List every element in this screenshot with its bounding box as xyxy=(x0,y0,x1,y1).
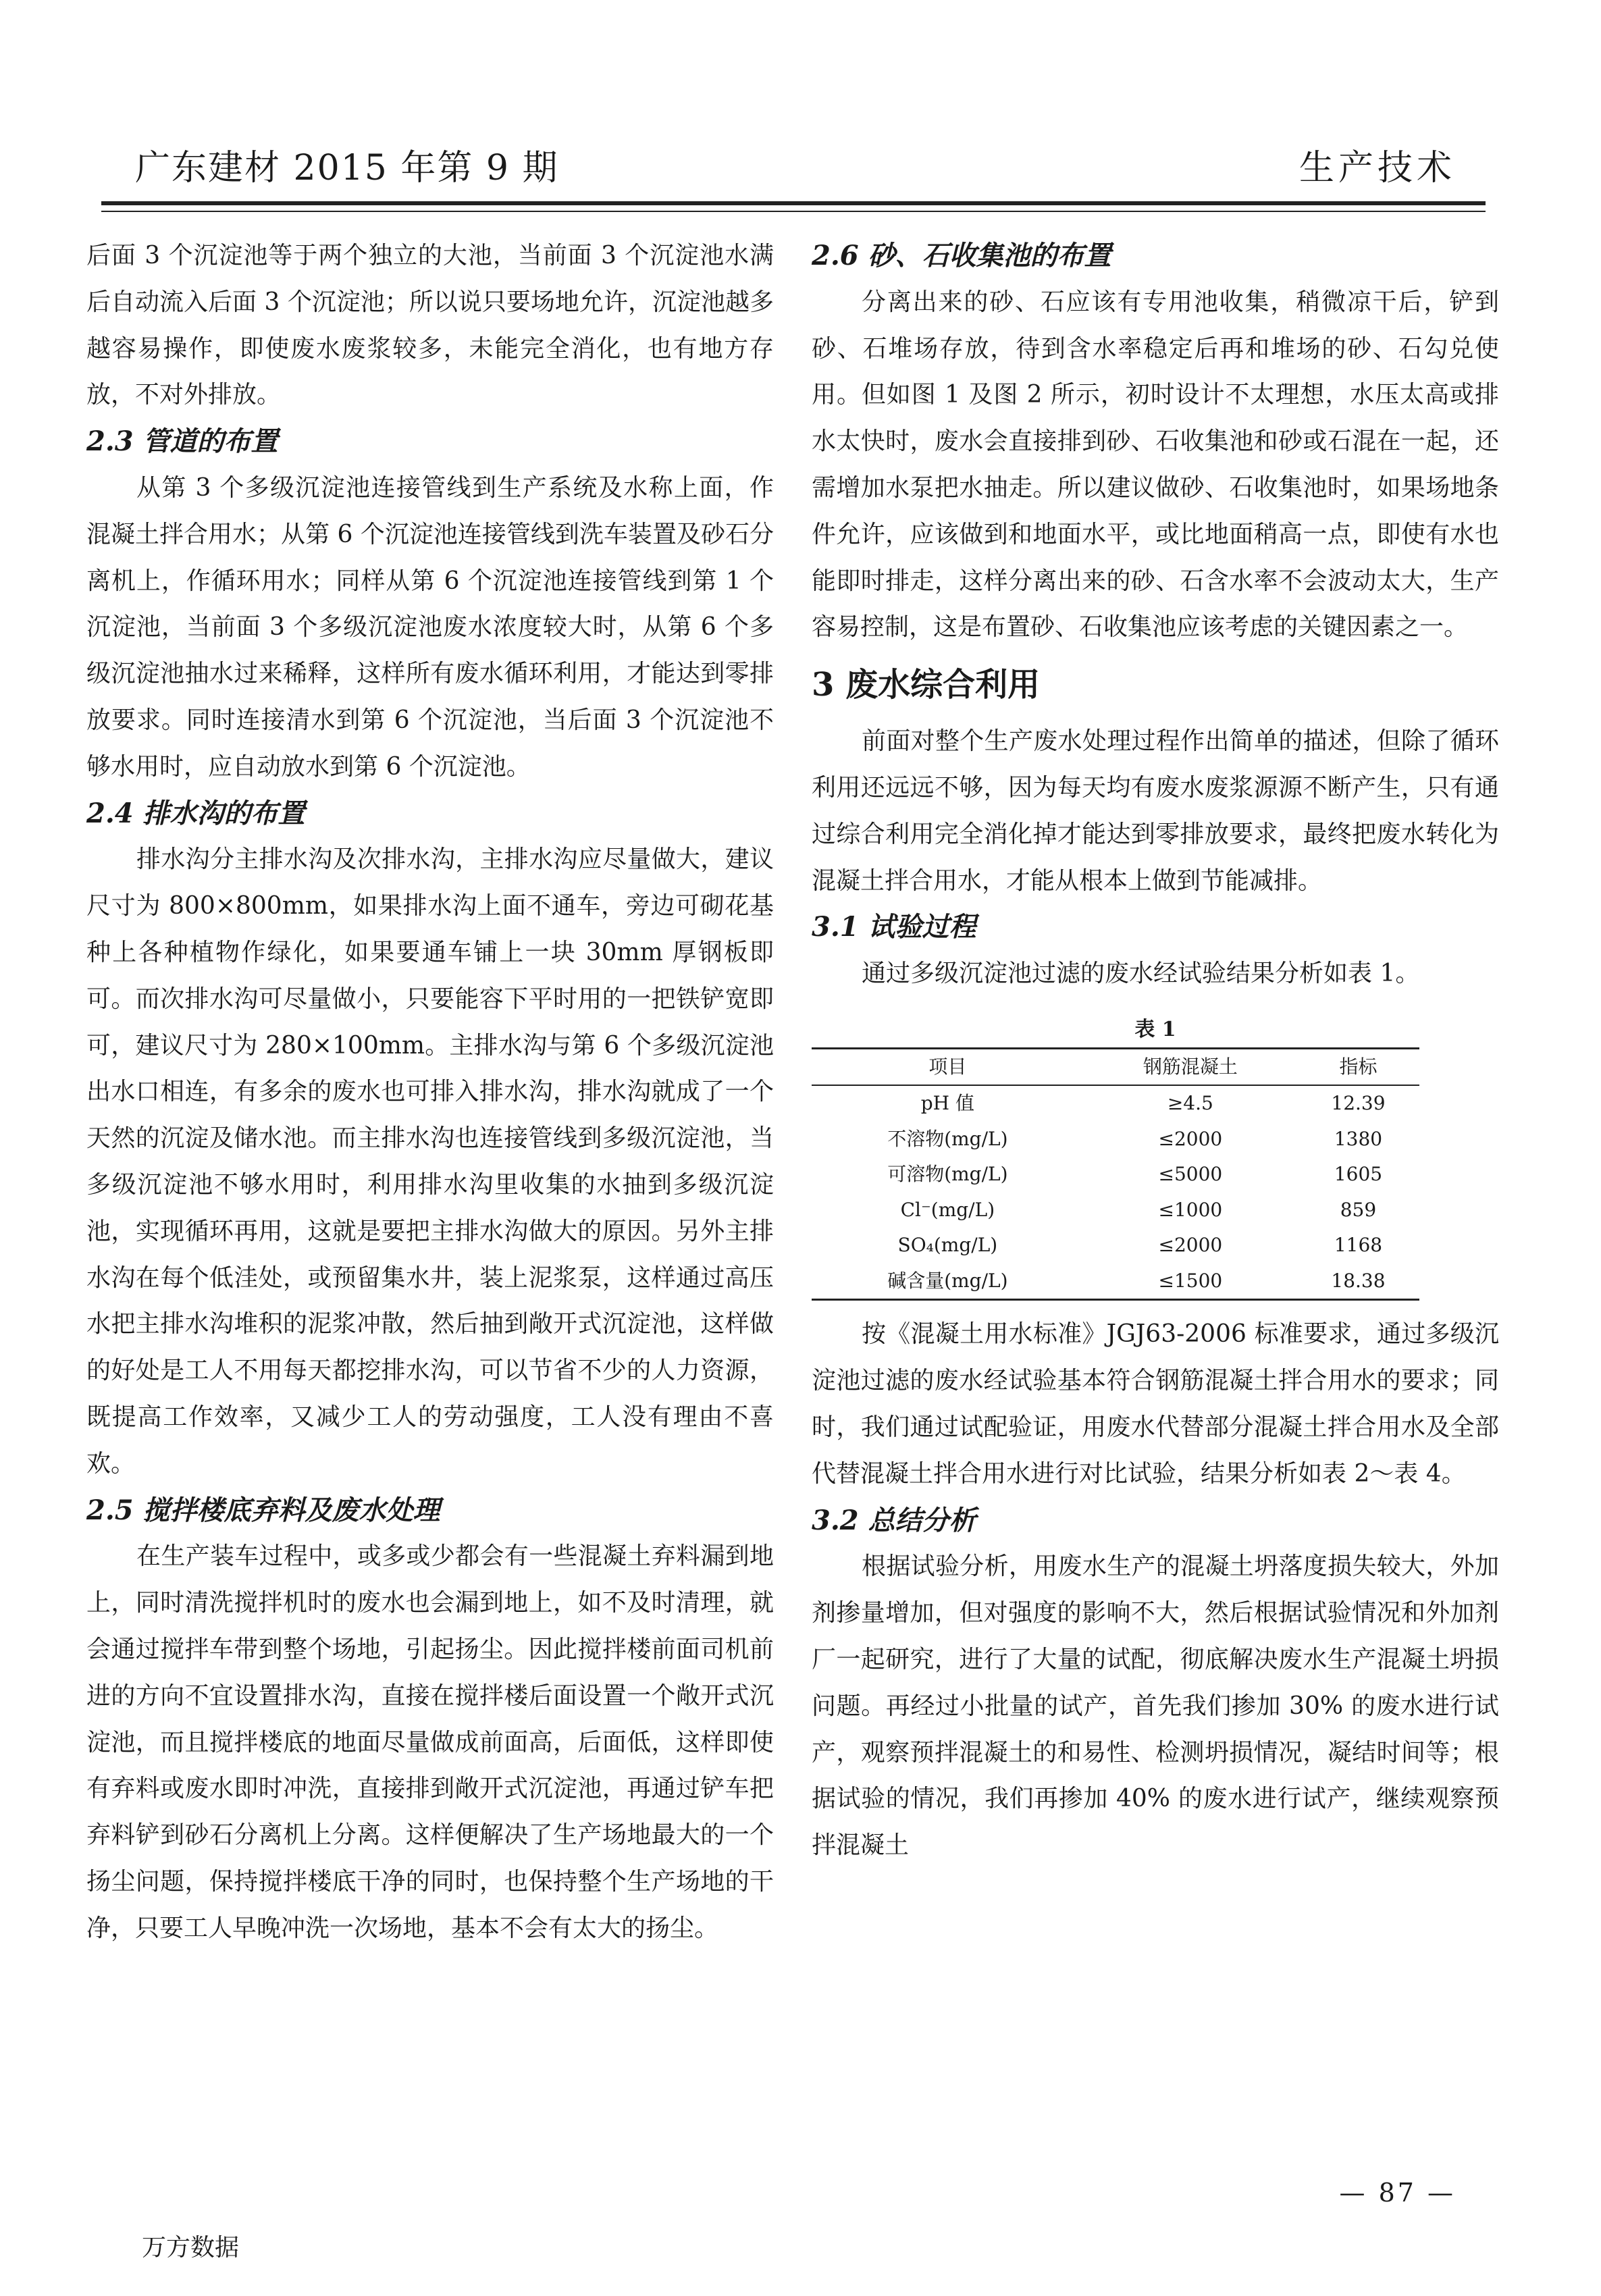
table-cell: 1168 xyxy=(1334,1234,1383,1257)
table-header: 项目 xyxy=(812,1048,1084,1085)
table-cell: 12.39 xyxy=(1331,1092,1386,1115)
paragraph: 排水沟分主排水沟及次排水沟，主排水沟应尽量做大，建议尺寸为 800×800mm，如果排水沟上面不通车，旁边可砌花基种上各种植物作绿化，如果要通车铺上一块 30mm 厚钢板即可。而次排水沟可尽量做小，只要能容下平时用的一把铁铲宽即可，建议尺寸为 280×100mm。主排水沟与第 6 个多级沉淀池出水口相连，有多余的废水也可排入排水沟，排水沟就成了一个天然的沉淀及储水池。而主排水沟也连接管线到多级沉淀池，当多级沉淀池不够水用时，利用排水沟里收集的水抽到多级沉淀池，实现循环再用，这就是要把主排水沟做大的原因。另外主排水沟在每个低洼处，或预留集水井，装上泥浆泵，这样通过高压水把主排水沟堆积的泥浆冲散，然后抽到敞开式沉淀池，这样做的好处是工人不用每天都挖排水沟，可以节省不少的人力资源，既提高工作效率，又减少工人的劳动强度，工人没有理由不喜欢。 xyxy=(86,845,774,1478)
section-label: 生产技术 xyxy=(1298,148,1456,188)
page-number: — 87 — xyxy=(1339,2178,1456,2208)
table-cell: ≤1000 xyxy=(1158,1198,1223,1221)
water-quality-table xyxy=(812,1047,1419,1301)
left-column xyxy=(86,233,774,1952)
table-cell: ≤2000 xyxy=(1158,1127,1223,1150)
table-header: 钢筋混凝土 xyxy=(1084,1048,1297,1085)
table-row xyxy=(812,1122,1419,1157)
heading-3-1: 3.1 试验过程 xyxy=(812,911,976,943)
table-cell: ≤5000 xyxy=(1158,1163,1223,1186)
paragraph: 分离出来的砂、石应该有专用池收集，稍微凉干后，铲到砂、石堆场存放，待到含水率稳定后再和堆场的砂、石勾兑使用。但如图 1 及图 2 所示，初时设计不太理想，水压太高或排水太快时，废水会直接排到砂、石收集池和砂或石混在一起，还需增加水泵把水抽走。所以建议做砂、石收集池时，如果场地条件允许，应该做到和地面水平，或比地面稍高一点，即使有水也能即时排走，这样分离出来的砂、石含水率不会波动太大，生产容易控制，这是布置砂、石收集池应该考虑的关键因素之一。 xyxy=(812,288,1499,642)
database-watermark: 万方数据 xyxy=(142,2234,240,2262)
heading-2-3: 2.3 管道的布置 xyxy=(86,425,278,458)
paragraph: 根据试验分析，用废水生产的混凝土坍落度损失较大，外加剂掺量增加，但对强度的影响不大，然后根据试验情况和外加剂厂一起研究，进行了大量的试配，彻底解决废水生产混凝土坍损问题。再经过小批量的试产，首先我们掺加 30% 的废水进行试产，观察预拌混凝土的和易性、检测坍损情况，凝结时间等；根据试验的情况，我们再掺加 40% 的废水进行试产，继续观察预拌混凝土 xyxy=(812,1553,1499,1860)
paragraph: 从第 3 个多级沉淀池连接管线到生产系统及水称上面，作混凝土拌合用水；从第 6 个沉淀池连接管线到洗车装置及砂石分离机上，作循环用水；同样从第 6 个沉淀池连接管线到第 1 个沉淀池，当前面 3 个多级沉淀池废水浓度较大时，从第 6 个多级沉淀池抽水过来稀释，这样所有废水循环利用，才能达到零排放要求。同时连接清水到第 6 个沉淀池，当后面 3 个沉淀池不够水用时，应自动放水到第 6 个沉淀池。 xyxy=(86,473,774,781)
paragraph: 按《混凝土用水标准》JGJ63-2006 标准要求，通过多级沉淀池过滤的废水经试验基本符合钢筋混凝土拌合用水的要求；同时，我们通过试配验证，用废水代替部分混凝土拌合用水及全部代替混凝土拌合用水进行对比试验，结果分析如表 2～表 4。 xyxy=(812,1320,1499,1488)
heading-2-5: 2.5 搅拌楼底弃料及废水处理 xyxy=(86,1494,440,1526)
table-cell: ≥4.5 xyxy=(1167,1092,1213,1115)
table-cell: SO₄(mg/L) xyxy=(897,1234,998,1257)
table-cell: ≤1500 xyxy=(1084,1263,1297,1300)
table-row xyxy=(812,1263,1419,1300)
table-cell: pH 值 xyxy=(920,1092,974,1115)
table-cell: 859 xyxy=(1340,1198,1377,1221)
paragraph: 通过多级沉淀池过滤的废水经试验结果分析如表 1。 xyxy=(862,960,1420,988)
right-column xyxy=(812,233,1499,1869)
table-cell: 不溶物(mg/L) xyxy=(887,1127,1008,1150)
table-row xyxy=(812,1228,1419,1263)
table-cell: 18.38 xyxy=(1297,1263,1419,1300)
table-cell: Cl⁻(mg/L) xyxy=(900,1198,995,1221)
heading-3-2: 3.2 总结分析 xyxy=(812,1504,976,1536)
paragraph: 前面对整个生产废水处理过程作出简单的描述，但除了循环利用还远远不够，因为每天均有废水废浆源源不断产生，只有通过综合利用完全消化掉才能达到零排放要求，最终把废水转化为混凝土拌合用水，才能从根本上做到节能减排。 xyxy=(812,727,1499,895)
table-row xyxy=(812,1193,1419,1228)
table-row xyxy=(812,1157,1419,1193)
page-header xyxy=(0,0,1601,216)
table-cell: 可溶物(mg/L) xyxy=(887,1163,1008,1186)
heading-2-6: 2.6 砂、石收集池的布置 xyxy=(812,240,1111,271)
heading-2-4: 2.4 排水沟的布置 xyxy=(86,797,305,829)
table-row xyxy=(812,1085,1419,1122)
table-cell: ≤2000 xyxy=(1158,1234,1223,1257)
table-cell: 1605 xyxy=(1334,1163,1383,1186)
table-header: 指标 xyxy=(1297,1048,1419,1085)
table-cell: 碱含量(mg/L) xyxy=(812,1263,1084,1300)
header-rule-thin xyxy=(101,211,1486,212)
journal-title: 广东建材 2015 年第 9 期 xyxy=(135,148,559,188)
table-header-row xyxy=(812,1048,1419,1085)
paragraph: 在生产装车过程中，或多或少都会有一些混凝土弃料漏到地上，同时清洗搅拌机时的废水也会漏到地上，如不及时清理，就会通过搅拌车带到整个场地，引起扬尘。因此搅拌楼前面司机前进的方向不宜设置排水沟，直接在搅拌楼后面设置一个敞开式沉淀池，而且搅拌楼底的地面尽量做成前面高，后面低，这样即使有弃料或废水即时冲洗，直接排到敞开式沉淀池，再通过铲车把弃料铲到砂石分离机上分离。这样便解决了生产场地最大的一个扬尘问题，保持搅拌楼底干净的同时，也保持整个生产场地的干净，只要工人早晚冲洗一次场地，基本不会有太大的扬尘。 xyxy=(86,1542,774,1942)
table-cell: 1380 xyxy=(1334,1127,1383,1150)
paragraph: 后面 3 个沉淀池等于两个独立的大池，当前面 3 个沉淀池水满后自动流入后面 3 个沉淀池；所以说只要场地允许，沉淀池越多越容易操作，即使废水废浆较多，未能完全消化，也有地方存放，不对外排放。 xyxy=(86,242,774,409)
header-rule xyxy=(101,201,1486,205)
heading-3: 3 废水综合利用 xyxy=(812,666,1041,704)
table-caption: 表 1 xyxy=(1134,1017,1176,1041)
